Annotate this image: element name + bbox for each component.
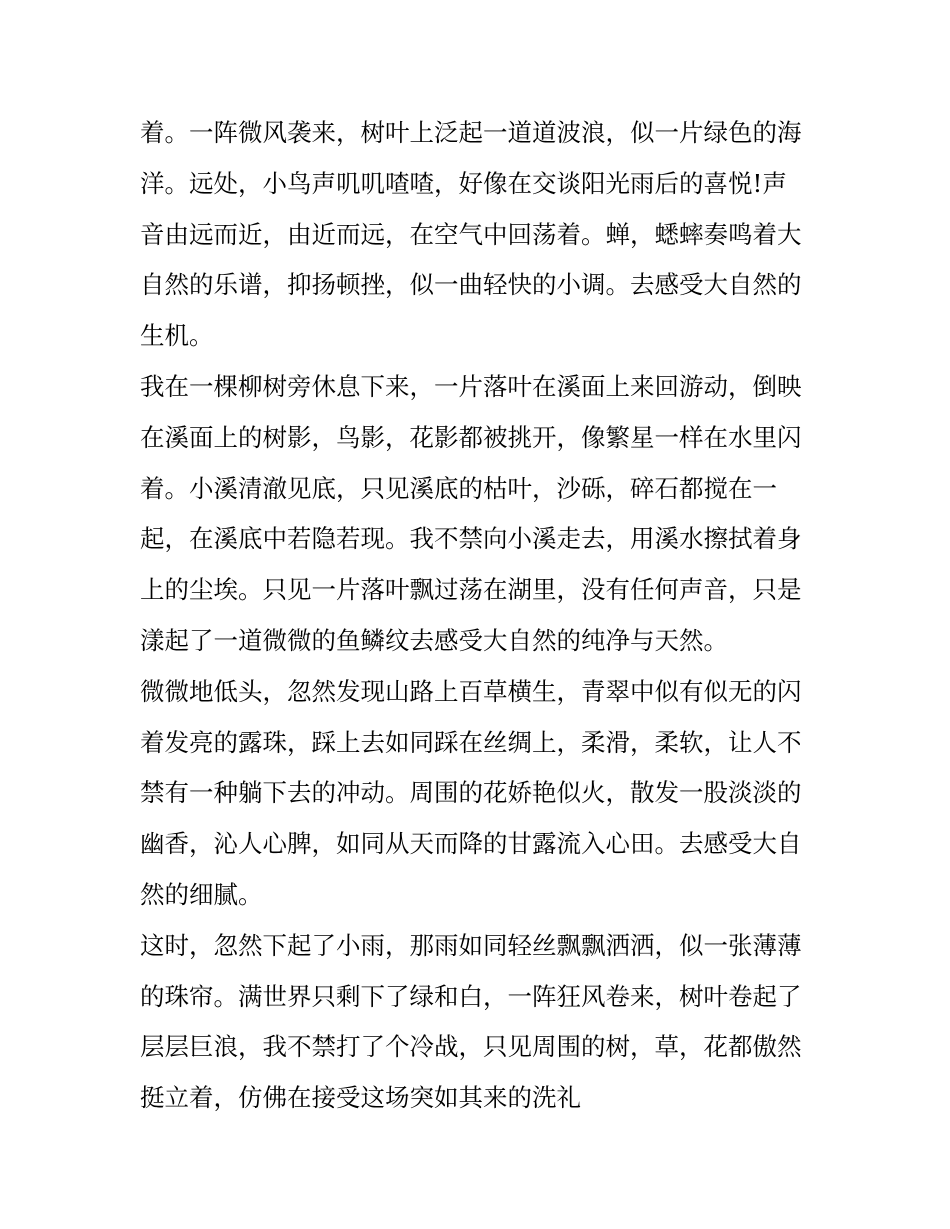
- text-line: 挺立着，仿佛在接受这场突如其来的洗礼: [140, 1083, 581, 1113]
- text-line: 着。一阵微风袭来，树叶上泛起一道道波浪，似一片绿色的海: [140, 118, 802, 147]
- text-line: 着发亮的露珠，踩上去如同踩在丝绸上，柔滑，柔软，让人不: [140, 727, 802, 757]
- text-line: 幽香，沁人心脾，如同从天而降的甘露流入心田。去感受大自: [140, 829, 802, 859]
- text-line: 起，在溪底中若隐若现。我不禁向小溪走去，用溪水擦拭着身: [140, 524, 802, 554]
- text-line: 然的细腻。: [140, 879, 263, 909]
- text-line: 禁有一种躺下去的冲动。周围的花娇艳似火，散发一股淡淡的: [140, 778, 802, 808]
- text-line: 这时，忽然下起了小雨，那雨如同轻丝飘飘洒洒，似一张薄薄: [140, 930, 802, 960]
- text-line: 层层巨浪，我不禁打了个冷战，只见周围的树，草，花都傲然: [140, 1032, 802, 1062]
- text-line: 音由远而近，由近而远，在空气中回荡着。蝉，蟋蟀奏鸣着大: [140, 219, 802, 249]
- text-line: 上的尘埃。只见一片落叶飘过荡在湖里，没有任何声音，只是: [140, 575, 802, 605]
- text-line: 在溪面上的树影，鸟影，花影都被挑开，像繁星一样在水里闪: [140, 422, 802, 452]
- text-line: 我在一棵柳树旁休息下来，一片落叶在溪面上来回游动，倒映: [140, 371, 802, 401]
- text-line: 洋。远处，小鸟声叽叽喳喳，好像在交谈阳光雨后的喜悦!声: [140, 168, 787, 198]
- text-line: 自然的乐谱，抑扬顿挫，似一曲轻快的小调。去感受大自然的: [140, 270, 802, 300]
- text-line: 生机。: [140, 321, 214, 351]
- body-text: [140, 108, 820, 1124]
- text-line: 着。小溪清澈见底，只见溪底的枯叶，沙砾，碎石都搅在一: [140, 473, 777, 503]
- text-line: 微微地低头，忽然发现山路上百草横生，青翠中似有似无的闪: [140, 676, 802, 706]
- text-line: 漾起了一道微微的鱼鳞纹去感受大自然的纯净与天然。: [140, 625, 728, 655]
- text-line: 的珠帘。满世界只剩下了绿和白，一阵狂风卷来，树叶卷起了: [140, 981, 802, 1011]
